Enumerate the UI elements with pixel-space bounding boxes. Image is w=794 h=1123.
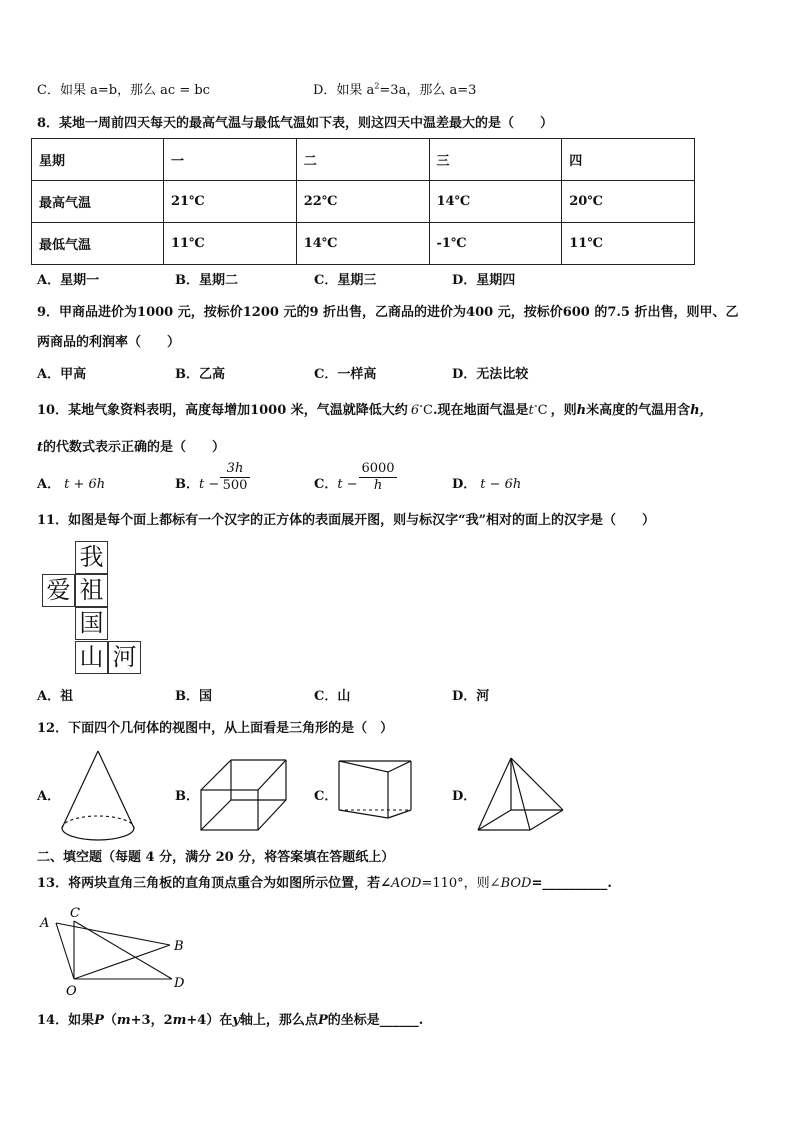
cube-net-diagram xyxy=(42,541,144,675)
cuboid-figure xyxy=(198,757,290,835)
table-cell: 20℃ xyxy=(562,181,695,223)
q10-stem-line2: t的代数式表示正确的是（ ） xyxy=(37,440,226,455)
q9-stem-line1: 9．甲商品进价为1000 元，按标价1200 元的9 折出售，乙商品的进价为400 元，按标价600 的7.5 折出售，则甲、乙 xyxy=(37,305,739,320)
q10-option-c-fraction: $\frac{6000}{h}$ xyxy=(359,461,397,494)
triangles-figure xyxy=(36,903,196,999)
table-row xyxy=(32,223,695,265)
temperature-table xyxy=(31,138,695,265)
table-cell: 11℃ xyxy=(562,223,695,265)
q12-stem: 12．下面四个几何体的视图中，从上面看是三角形的是（ ） xyxy=(37,721,394,736)
net-face-shan: 山 xyxy=(75,641,108,674)
net-face-zu: 祖 xyxy=(75,574,108,607)
table-cell: 最低气温 xyxy=(32,223,164,265)
net-face-guo: 国 xyxy=(75,607,108,640)
q7-option-d: D．如果 $a^2=3a$，那么 a=3 xyxy=(313,81,477,98)
table-row xyxy=(32,181,695,223)
net-face-ai: 爱 xyxy=(42,574,75,607)
point-d-label: D xyxy=(174,976,185,991)
point-a-label: A xyxy=(40,916,50,931)
q10-option-b-label: B．t − xyxy=(175,477,220,492)
pyramid-figure xyxy=(475,755,567,835)
q8-option-b: B．星期二 xyxy=(175,273,238,288)
q8-option-d: D．星期四 xyxy=(452,273,516,288)
q10-option-b-fraction: $\frac{3h}{500}$ xyxy=(220,461,250,494)
q11-option-a: A．祖 xyxy=(37,689,74,704)
table-cell: -1℃ xyxy=(429,223,562,265)
section-heading: 二、填空题（每题 4 分，满分 20 分，将答案填在答题纸上） xyxy=(37,850,395,865)
table-cell: 14℃ xyxy=(296,223,429,265)
table-cell: 最高气温 xyxy=(32,181,164,223)
net-face-wo: 我 xyxy=(75,541,108,574)
q11-option-b: B．国 xyxy=(175,689,212,704)
q8-option-a: A．星期一 xyxy=(37,273,100,288)
q12-label-d: D． xyxy=(452,789,477,804)
q8-stem: 8．某地一周前四天每天的最高气温与最低气温如下表，则这四天中温差最大的是（ ） xyxy=(37,116,554,131)
q14-stem: 14．如果P（m+3，2m+4）在y轴上，那么点P的坐标是______. xyxy=(37,1013,424,1028)
q10-stem-line1: 10．某地气象资料表明，高度每增加1000 米，气温就降低大约 6∘C.现在地面气温是t∘C ，则h米高度的气温用含h， xyxy=(37,401,713,418)
net-face-he: 河 xyxy=(108,641,141,674)
table-cell: 一 xyxy=(164,139,297,181)
q10-option-c-label: C．t − xyxy=(314,477,358,492)
q11-option-d: D．河 xyxy=(452,689,490,704)
q11-option-c: C．山 xyxy=(314,689,351,704)
q13-stem: 13．将两块直角三角板的直角顶点重合为如图所示位置，若∠AOD=110°，则∠BOD=__________. xyxy=(37,876,612,891)
table-cell: 11℃ xyxy=(164,223,297,265)
q9-option-d: D．无法比较 xyxy=(452,367,529,382)
table-header-row xyxy=(32,139,695,181)
table-cell: 四 xyxy=(562,139,695,181)
point-o-label: O xyxy=(66,984,77,999)
q9-stem-line2: 两商品的利润率（ ） xyxy=(37,335,181,350)
q7-option-c: C．如果 a=b，那么 ac = bc xyxy=(37,83,210,98)
q12-label-a: A． xyxy=(37,789,61,804)
table-cell: 14℃ xyxy=(429,181,562,223)
point-b-label: B xyxy=(174,939,184,954)
table-cell: 21℃ xyxy=(164,181,297,223)
q8-option-c: C．星期三 xyxy=(314,273,377,288)
table-cell: 三 xyxy=(429,139,562,181)
point-c-label: C xyxy=(70,906,80,921)
table-cell: 22℃ xyxy=(296,181,429,223)
q9-option-b: B．乙高 xyxy=(175,367,225,382)
q9-option-c: C．一样高 xyxy=(314,367,377,382)
q12-label-c: C． xyxy=(314,789,338,804)
cone-figure xyxy=(58,748,138,848)
q9-option-a: A．甲高 xyxy=(37,367,87,382)
q12-label-b: B． xyxy=(175,789,199,804)
q10-option-d: D． t − 6h xyxy=(452,477,522,492)
triangular-prism-figure xyxy=(336,758,416,822)
q11-stem: 11．如图是每个面上都标有一个汉字的正方体的表面展开图，则与标汉字“我”相对的面上的汉字是（ ） xyxy=(37,513,656,528)
q10-option-a: A． t + 6h xyxy=(37,477,106,492)
table-cell: 二 xyxy=(296,139,429,181)
table-cell: 星期 xyxy=(32,139,164,181)
